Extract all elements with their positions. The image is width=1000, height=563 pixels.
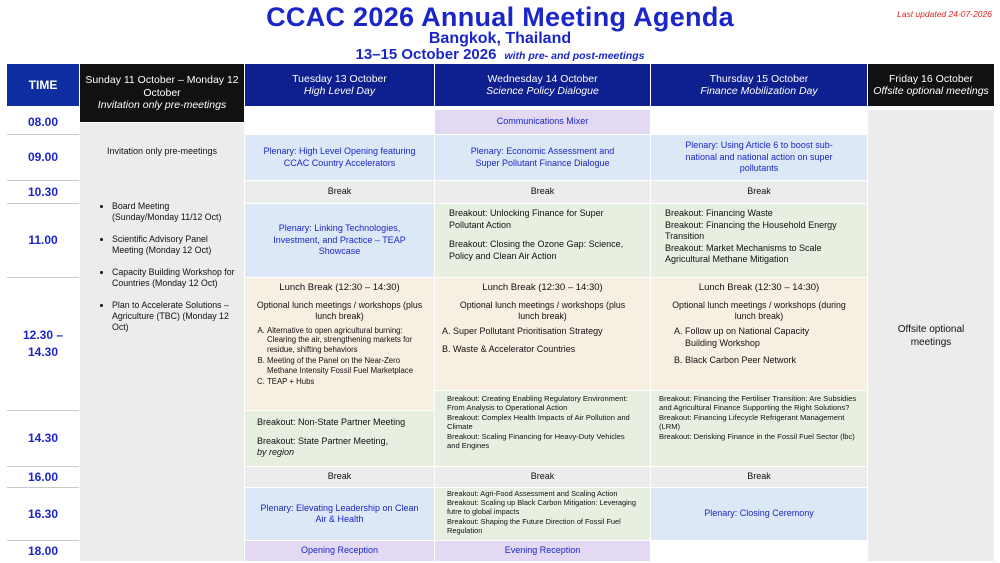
tuesday-breakout-state: Breakout: State Partner Meeting, xyxy=(257,436,389,446)
sunday-header-sub: Invitation only pre-meetings xyxy=(97,99,227,112)
list-item: • Capacity Building Workshop for Countries (Monday 12 Oct) xyxy=(112,267,236,289)
tuesday-opening-reception: Opening Reception xyxy=(245,541,434,561)
thursday-header xyxy=(651,64,867,106)
wednesday-breakouts-1100 xyxy=(435,204,650,277)
list-item: B. Waste & Accelerator Countries xyxy=(453,344,610,356)
time-slot: 09.00 xyxy=(7,135,79,180)
wednesday-break-1600: Break xyxy=(435,467,650,487)
wednesday-breakout-blackcarbon: Breakout: Scaling up Black Carbon Mitigation: Leveraging futre to global impacts xyxy=(447,498,636,517)
divider xyxy=(7,487,79,488)
tuesday-plenary-teap: Plenary: Linking Technologies, Investment, and Practice – TEAP Showcase xyxy=(245,204,434,277)
page-title: CCAC 2026 Annual Meeting Agenda xyxy=(266,2,734,32)
list-item: • Board Meeting (Sunday/Monday 11/12 Oct) xyxy=(112,201,236,223)
divider xyxy=(7,540,79,541)
thursday-header-sub: Finance Mobilization Day xyxy=(700,85,818,97)
divider xyxy=(7,466,79,467)
wednesday-breakout-agrifood: Breakout: Agri-Food Assessment and Scaling Action xyxy=(447,489,618,498)
tuesday-plenary-leadership: Plenary: Elevating Leadership on Clean Air & Health xyxy=(245,488,434,540)
wednesday-breakout-regulatory: Breakout: Creating Enabling Regulatory Environment: From Analysis to Operational Action xyxy=(447,394,628,413)
wednesday-breakout-fossil: Breakout: Shaping the Future Direction of Fossil Fuel Regulation xyxy=(447,516,621,535)
tuesday-header-title: Tuesday 13 October xyxy=(292,72,387,85)
wednesday-lunch-list xyxy=(435,326,610,355)
list-item: A. Alternative to open agricultural burning: Clearing the air, strengthening markets for residue, shifting behaviors xyxy=(267,326,426,354)
list-item: B. Meeting of the Panel on the Near-Zero Methane Intensity Fossil Fuel Marketplace xyxy=(267,356,426,375)
thursday-breakout-refrigerant: Breakout: Financing Lifecycle Refrigerant Management (LRM) xyxy=(659,412,845,432)
time-column-header: TIME xyxy=(7,64,79,106)
thursday-breakout-waste: Breakout: Financing Waste xyxy=(665,208,773,218)
list-item: A. Super Pollutant Prioritisation Strategy xyxy=(453,326,610,338)
wednesday-break-1030: Break xyxy=(435,181,650,203)
tuesday-lunch-sub: Optional lunch meetings / workshops (plus lunch break) xyxy=(256,300,423,321)
wednesday-header xyxy=(435,64,650,106)
thursday-breakout-methane: Breakout: Market Mechanisms to Scale Agricultural Methane Mitigation xyxy=(665,242,822,264)
wednesday-plenary-economic: Plenary: Economic Assessment and Super Pollutant Finance Dialogue xyxy=(435,135,650,180)
wednesday-breakouts-1630 xyxy=(435,488,650,540)
tuesday-breakouts-1430 xyxy=(245,411,434,466)
time-slot: 18.00 xyxy=(7,541,79,561)
thursday-lunch-sub: Optional lunch meetings / workshops (during lunch break) xyxy=(672,300,846,321)
thursday-breakout-fertiliser: Breakout: Financing the Fertiliser Transition: Are Subsidies and Agricultural Finance Supporting the Right Solutions? xyxy=(659,394,857,413)
tuesday-header xyxy=(245,64,434,106)
location-subtitle: Bangkok, Thailand xyxy=(428,30,572,47)
tuesday-0800-empty xyxy=(245,110,434,134)
sunday-column xyxy=(80,123,244,561)
wednesday-evening-reception: Evening Reception xyxy=(435,541,650,561)
tuesday-lunch-title: Lunch Break (12:30 – 14:30) xyxy=(279,282,400,293)
time-slot: 12.30 – 14.30 xyxy=(22,278,64,410)
tuesday-plenary-opening: Plenary: High Level Opening featuring CCAC Country Accelerators xyxy=(245,135,434,180)
friday-header-sub: Offsite optional meetings xyxy=(873,85,989,97)
wednesday-header-sub: Science Policy Dialogue xyxy=(486,85,599,97)
sunday-header xyxy=(80,64,244,122)
divider xyxy=(7,134,79,135)
wednesday-lunch xyxy=(435,278,650,390)
divider xyxy=(7,410,79,411)
wednesday-header-title: Wednesday 14 October xyxy=(487,72,598,85)
list-item: • Plan to Accelerate Solutions – Agriculture (TBC) (Monday 12 Oct) xyxy=(112,300,236,333)
tuesday-lunch-list xyxy=(249,326,426,386)
wednesday-lunch-title: Lunch Break (12:30 – 14:30) xyxy=(482,282,603,293)
divider xyxy=(7,277,79,278)
time-slot: 11.00 xyxy=(7,204,79,277)
thursday-lunch xyxy=(651,278,867,390)
time-slot: 10.30 xyxy=(7,181,79,203)
thursday-breakout-derisking: Breakout: Derisking Finance in the Fossil Fuel Sector (lbc) xyxy=(659,431,855,441)
thursday-break-1030: Break xyxy=(651,181,867,203)
thursday-breakout-household: Breakout: Financing the Household Energy Transition xyxy=(665,219,837,241)
sunday-meeting-list xyxy=(96,201,236,344)
thursday-lunch-title: Lunch Break (12:30 – 14:30) xyxy=(698,282,820,293)
wednesday-lunch-sub: Optional lunch meetings / workshops (plus lunch break) xyxy=(459,300,626,321)
wednesday-breakout-vehicles: Breakout: Scaling Financing for Heavy-Duty Vehicles and Engines xyxy=(447,431,625,451)
tuesday-break-1600: Break xyxy=(245,467,434,487)
last-updated: Last updated 24-07-2026 xyxy=(897,9,992,19)
thursday-1800-empty xyxy=(651,541,867,561)
tuesday-lunch xyxy=(245,278,434,410)
divider xyxy=(7,203,79,204)
list-item: A. Follow up on National Capacity Building Workshop xyxy=(685,326,817,349)
tuesday-breakout-nonstate: Breakout: Non-State Partner Meeting xyxy=(257,417,406,427)
dates-text: 13–15 October 2026 xyxy=(355,46,497,63)
wednesday-breakout-health: Breakout: Complex Health Impacts of Air Pollution and Climate xyxy=(447,412,630,432)
thursday-header-title: Thursday 15 October xyxy=(709,72,809,85)
list-item: C. TEAP + Hubs xyxy=(267,377,426,386)
thursday-break-1600: Break xyxy=(651,467,867,487)
list-item: • Scientific Advisory Panel Meeting (Monday 12 Oct) xyxy=(112,234,236,256)
time-slot: 14.30 xyxy=(7,411,79,466)
wednesday-communications-mixer: Communications Mixer xyxy=(435,110,650,134)
divider xyxy=(7,180,79,181)
wednesday-breakout-ozone: Breakout: Closing the Ozone Gap: Science, Policy and Clean Air Action xyxy=(449,239,624,261)
sunday-intro: Invitation only pre-meetings xyxy=(106,146,218,156)
friday-offsite: Offsite optional meetings xyxy=(868,110,994,561)
wednesday-breakouts-1430 xyxy=(435,391,650,466)
thursday-breakouts-1430 xyxy=(651,391,867,466)
time-slot: 16.30 xyxy=(7,488,79,540)
sunday-header-title: Sunday 11 October – Monday 12 October xyxy=(85,74,239,99)
thursday-plenary-closing: Plenary: Closing Ceremony xyxy=(651,488,867,540)
tuesday-breakout-state-note: by region xyxy=(257,447,295,457)
time-slot: 16.00 xyxy=(7,467,79,487)
thursday-lunch-list xyxy=(667,326,817,367)
thursday-breakouts-1100 xyxy=(651,204,867,277)
dates-line xyxy=(0,46,1000,63)
wednesday-breakout-finance: Breakout: Unlocking Finance for Super Pollutant Action xyxy=(449,208,604,230)
tuesday-header-sub: High Level Day xyxy=(303,85,376,97)
time-slot: 08.00 xyxy=(7,110,79,134)
thursday-0800-empty xyxy=(651,110,867,134)
friday-header xyxy=(868,64,994,106)
tuesday-break-1030: Break xyxy=(245,181,434,203)
list-item: B. Black Carbon Peer Network xyxy=(685,355,817,367)
friday-header-title: Friday 16 October xyxy=(888,72,974,85)
dates-note: with pre- and post-meetings xyxy=(504,50,645,62)
thursday-plenary-article6: Plenary: Using Article 6 to boost sub-national and national action on super pollutants xyxy=(651,135,867,180)
